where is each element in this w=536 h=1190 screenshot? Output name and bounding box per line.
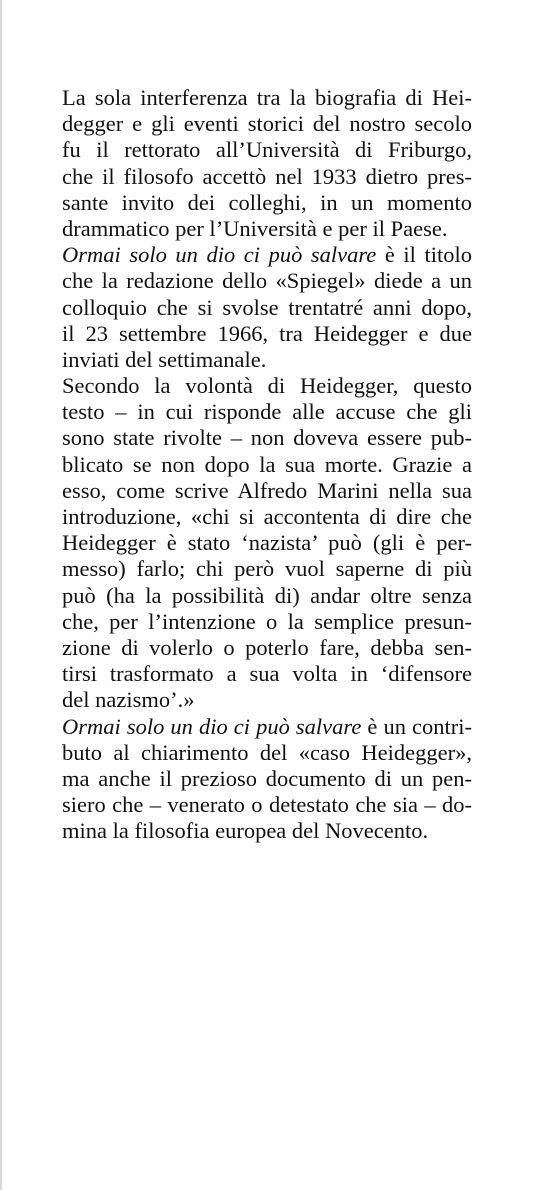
text-line [62, 216, 472, 242]
line-text: sono state rivolte – non doveva essere pub- [62, 425, 472, 451]
line-text: il 23 settembre 1966, tra Heidegger e due [62, 320, 472, 346]
text-line [62, 452, 472, 478]
text-line [62, 661, 472, 687]
text-line [62, 766, 472, 792]
line-text: degger e gli eventi storici del nostro secolo [62, 111, 472, 137]
line-text: colloquio che si svolse trentatré anni dopo, [62, 294, 472, 320]
text-line [62, 321, 472, 347]
line-text: mina la filosofia europea del Novecento. [62, 818, 429, 844]
line-text: inviati del settimanale. [62, 346, 267, 372]
line-text: drammatico per l’Università e per il Paese. [62, 215, 448, 241]
line-text: Heidegger è stato ‘nazista’ può (gli è per- [62, 530, 472, 556]
text-line [62, 687, 472, 713]
line-text: messo) farlo; chi però vuol saperne di più [62, 556, 472, 582]
text-line [62, 164, 472, 190]
text-line [62, 268, 472, 294]
blurb-text [62, 85, 472, 844]
line-text: La sola interferenza tra la biografia di Hei- [62, 85, 472, 110]
line-text: zione di volerlo o poterlo fare, debba sen- [62, 634, 472, 660]
line-text: Secondo la volontà di Heidegger, questo [62, 373, 472, 399]
line-text: può (ha la possibilità di) andar oltre senza [62, 582, 472, 608]
line-text: fu il rettorato all’Università di Friburgo, [62, 137, 472, 163]
line-text: esso, come scrive Alfredo Marini nella sua [62, 477, 472, 503]
text-line [62, 425, 472, 451]
text-line [62, 137, 472, 163]
text-line [62, 818, 472, 844]
line-text: è il titolo [376, 242, 473, 268]
text-line [62, 556, 472, 582]
line-text: siero che – venerato o detestato che sia – do- [62, 792, 472, 818]
text-line [62, 792, 472, 818]
text-line [62, 242, 472, 268]
book-title-italic: Ormai solo un dio ci può salvare [62, 242, 377, 268]
text-line [62, 635, 472, 661]
text-line [62, 609, 472, 635]
text-line [62, 111, 472, 137]
text-line [62, 714, 472, 740]
text-line [62, 740, 472, 766]
line-text: che il filosofo accettò nel 1933 dietro pres- [62, 163, 472, 189]
text-line [62, 295, 472, 321]
line-text: del nazismo’.» [62, 687, 195, 713]
text-line [62, 530, 472, 556]
line-text: sante invito dei colleghi, in un momento [62, 189, 472, 215]
text-line [62, 373, 472, 399]
line-text: che, per l’intenzione o la semplice presun- [62, 608, 472, 634]
text-line [62, 190, 472, 216]
paragraph [62, 242, 472, 373]
line-text: blicato se non dopo la sua morte. Grazie a [62, 451, 472, 477]
paragraph [62, 85, 472, 242]
text-line [62, 85, 472, 111]
text-line [62, 583, 472, 609]
line-text: testo – in cui risponde alle accuse che gli [62, 399, 472, 425]
page-edge [0, 0, 2, 1190]
text-line [62, 399, 472, 425]
line-text: tirsi trasformato a sua volta in ‘difensore [62, 661, 472, 687]
line-text: che la redazione dello «Spiegel» diede a un [62, 268, 472, 294]
line-text: introduzione, «chi si accontenta di dire che [62, 504, 472, 529]
line-text: buto al chiarimento del «caso Heidegger», [62, 739, 472, 765]
paragraph [62, 373, 472, 713]
text-line [62, 504, 472, 530]
book-title-italic: Ormai solo un dio ci può salvare [62, 713, 362, 739]
text-line [62, 347, 472, 373]
text-line [62, 478, 472, 504]
paragraph [62, 714, 472, 845]
line-text: è un contri- [361, 713, 472, 739]
line-text: ma anche il prezioso documento di un pen- [62, 765, 472, 791]
